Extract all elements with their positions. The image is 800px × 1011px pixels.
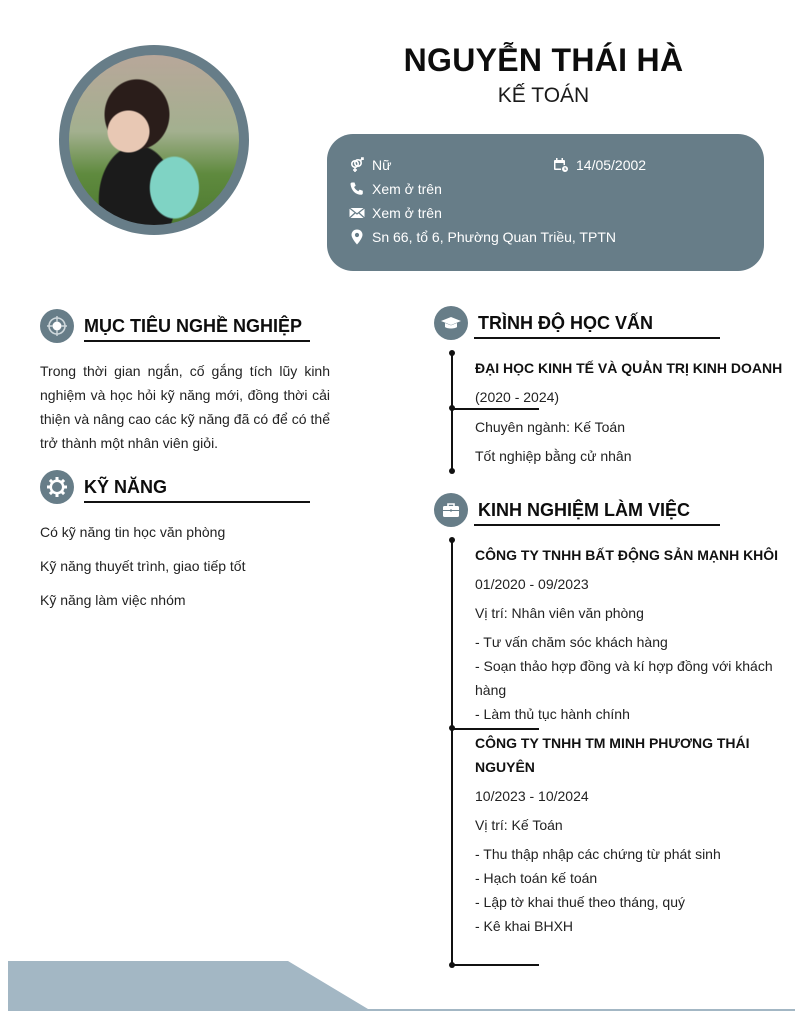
job-task: - Kê khai BHXH	[475, 918, 574, 934]
avatar	[69, 55, 239, 225]
job-title: KẾ TOÁN	[497, 84, 590, 107]
briefcase-icon	[434, 493, 468, 527]
job-task: - Hạch toán kế toán	[475, 870, 598, 886]
location-icon	[349, 229, 365, 245]
objective-divider	[84, 340, 310, 342]
job-task: - Thu thập nhập các chứng từ phát sinh	[475, 846, 721, 862]
timeline-dot	[449, 468, 455, 474]
timeline-dot	[449, 537, 455, 543]
contact-card	[327, 134, 764, 271]
job-company-continued: NGUYÊN	[475, 759, 535, 775]
objective-header	[40, 309, 302, 343]
education-divider	[474, 337, 720, 339]
gear-icon	[40, 470, 74, 504]
education-timeline	[451, 353, 453, 471]
candidate-name: NGUYỄN THÁI HÀ	[403, 42, 684, 78]
skills-title: KỸ NĂNG	[84, 476, 168, 497]
job-task: - Tư vấn chăm sóc khách hàng	[475, 634, 668, 650]
job-company: CÔNG TY TNHH BẤT ĐỘNG SẢN MẠNH KHÔI	[475, 547, 779, 563]
skill-item: Có kỹ năng tin học văn phòng	[40, 524, 226, 540]
education-degree: Tốt nghiệp bằng cử nhân	[475, 448, 632, 464]
job-task: hàng	[475, 682, 507, 698]
contact-gender	[349, 157, 391, 173]
skills-header	[40, 470, 167, 504]
job-period: 01/2020 - 09/2023	[475, 576, 589, 592]
contact-birthday	[553, 157, 646, 173]
skills-divider	[84, 501, 310, 503]
contact-phone	[349, 181, 442, 197]
email-value: Xem ở trên	[372, 205, 442, 221]
job-position: Vị trí: Kế Toán	[475, 817, 563, 833]
experience-title: KINH NGHIỆM LÀM VIỆC	[478, 499, 691, 520]
contact-address	[349, 229, 616, 245]
avatar-frame	[59, 45, 249, 235]
job-company: CÔNG TY TNHH TM MINH PHƯƠNG THÁI	[475, 735, 750, 751]
skill-item: Kỹ năng thuyết trình, giao tiếp tốt	[40, 558, 246, 574]
contact-email	[349, 205, 442, 221]
birthday-value: 14/05/2002	[576, 157, 647, 173]
graduation-cap-icon	[434, 306, 468, 340]
phone-icon	[349, 181, 365, 197]
job-period: 10/2023 - 10/2024	[475, 788, 589, 804]
address-value: Sn 66, tổ 6, Phường Quan Triều, TPTN	[372, 229, 616, 245]
footer-decoration	[8, 961, 795, 1011]
education-period: (2020 - 2024)	[475, 389, 560, 405]
target-icon	[40, 309, 74, 343]
experience-divider	[474, 524, 720, 526]
job-task: - Làm thủ tục hành chính	[475, 706, 630, 722]
gender-value: Nữ	[372, 157, 392, 173]
skill-item: Kỹ năng làm việc nhóm	[40, 592, 186, 608]
education-title: TRÌNH ĐỘ HỌC VẤN	[478, 312, 653, 333]
experience-timeline	[451, 540, 453, 965]
objective-text: Trong thời gian ngắn, cố gắng tích lũy kinh nghiệm và học hỏi kỹ năng mới, đồng thời cải thiện và nâng cao các kỹ năng đã có để có thể trở thành một nhân viên giỏi.	[40, 363, 330, 451]
phone-value: Xem ở trên	[372, 181, 442, 197]
timeline-connector	[451, 728, 539, 730]
calendar-icon	[553, 157, 569, 173]
experience-header	[434, 493, 690, 527]
gender-icon	[349, 157, 365, 173]
job-position: Vị trí: Nhân viên văn phòng	[475, 605, 644, 621]
email-icon	[349, 205, 365, 221]
job-task: - Lập tờ khai thuế theo tháng, quý	[475, 894, 685, 910]
timeline-connector	[451, 408, 539, 410]
school-name: ĐẠI HỌC KINH TẾ VÀ QUẢN TRỊ KINH DOANH	[475, 360, 783, 376]
objective-title: MỤC TIÊU NGHỀ NGHIỆP	[84, 315, 303, 336]
job-task: - Soạn thảo hợp đồng và kí hợp đồng với khách	[475, 658, 773, 674]
education-major: Chuyên ngành: Kế Toán	[475, 419, 625, 435]
education-header	[434, 306, 653, 340]
timeline-dot	[449, 350, 455, 356]
